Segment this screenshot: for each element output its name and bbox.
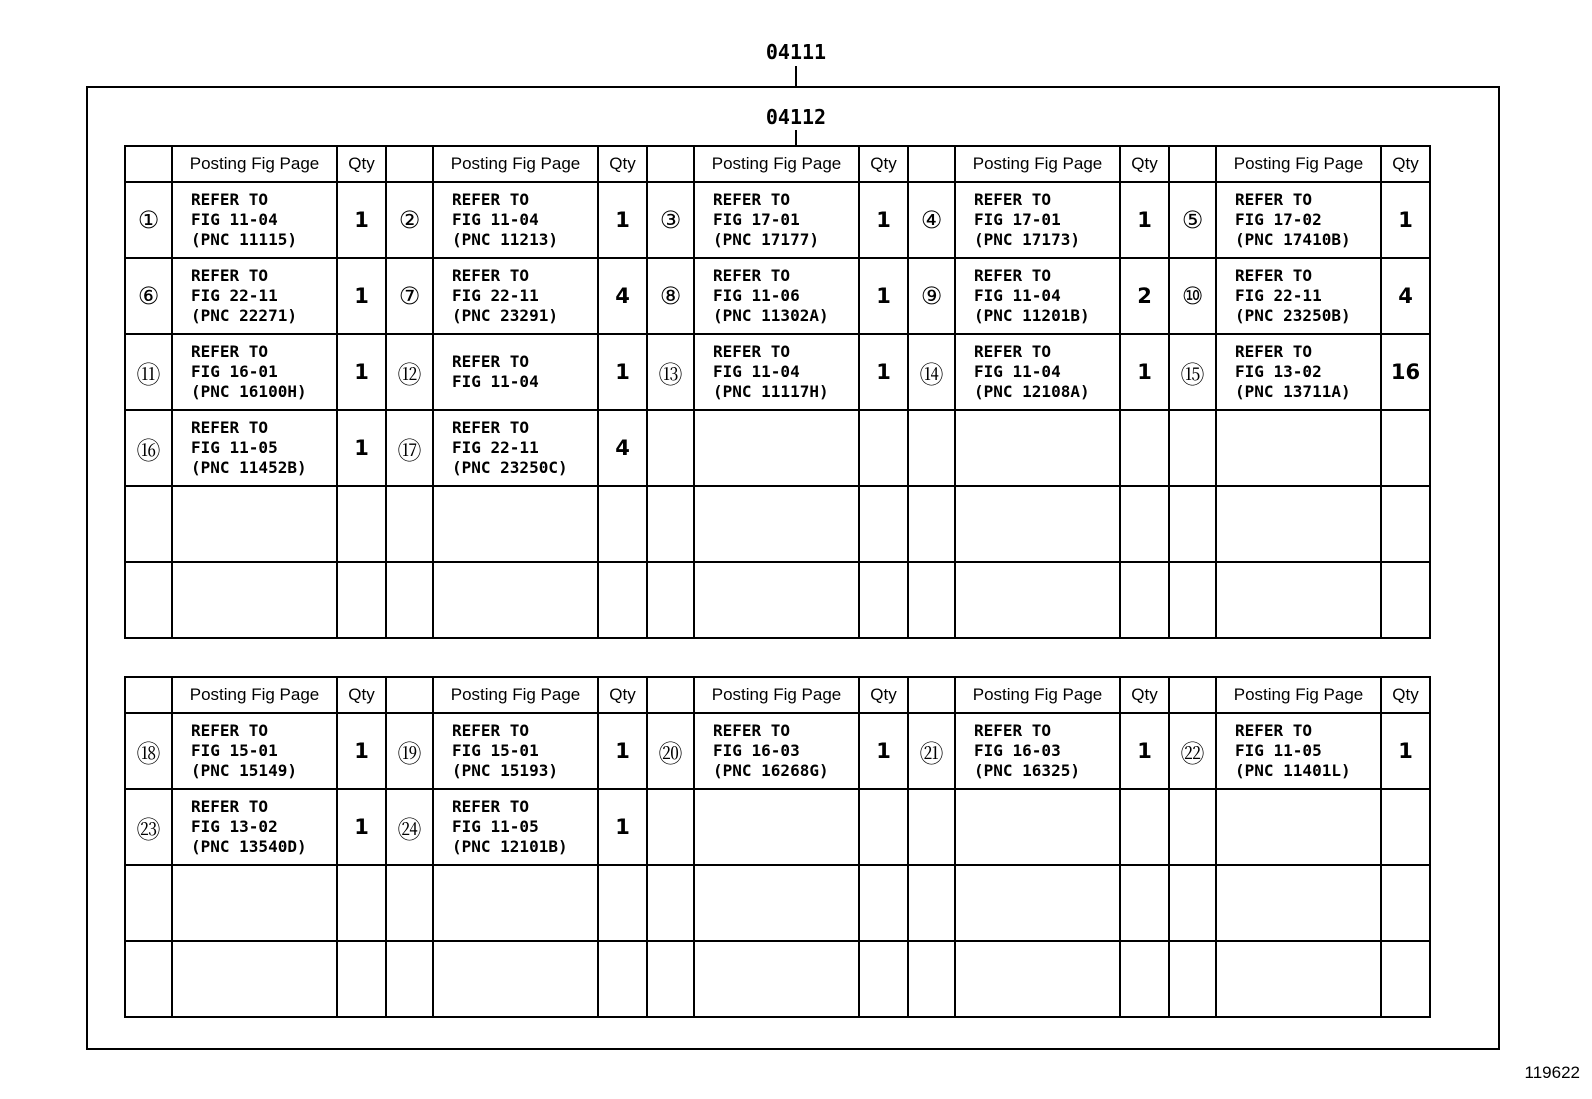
header-qty: Qty xyxy=(859,677,908,713)
quantity: 1 xyxy=(598,182,647,258)
reference-text: REFER TO FIG 11-05 (PNC 11452B) xyxy=(172,410,337,486)
reference-table-lower xyxy=(124,676,1431,1018)
reference-text xyxy=(694,941,859,1017)
quantity xyxy=(859,789,908,865)
reference-text: REFER TO FIG 11-04 (PNC 11213) xyxy=(433,182,598,258)
quantity: 4 xyxy=(598,410,647,486)
reference-text xyxy=(955,410,1120,486)
header-posting-fig-page: Posting Fig Page xyxy=(955,677,1120,713)
reference-text: REFER TO FIG 11-05 (PNC 12101B) xyxy=(433,789,598,865)
item-number xyxy=(1169,410,1216,486)
quantity xyxy=(1120,941,1169,1017)
item-number xyxy=(125,865,172,941)
quantity xyxy=(859,410,908,486)
item-number: ⑯ xyxy=(125,410,172,486)
item-number: ⑲ xyxy=(386,713,433,789)
quantity xyxy=(1120,486,1169,562)
item-number xyxy=(386,941,433,1017)
header-posting-fig-page: Posting Fig Page xyxy=(172,146,337,182)
reference-text: REFER TO FIG 16-03 (PNC 16268G) xyxy=(694,713,859,789)
reference-text: REFER TO FIG 17-01 (PNC 17173) xyxy=(955,182,1120,258)
table-row xyxy=(125,410,1430,486)
reference-text xyxy=(955,562,1120,638)
item-number: ㉓ xyxy=(125,789,172,865)
table-row xyxy=(125,182,1430,258)
table-row xyxy=(125,789,1430,865)
quantity: 1 xyxy=(337,258,386,334)
header-row xyxy=(125,146,1430,182)
item-number xyxy=(125,486,172,562)
item-number xyxy=(647,410,694,486)
item-number: ㉔ xyxy=(386,789,433,865)
reference-text xyxy=(955,941,1120,1017)
reference-text: REFER TO FIG 13-02 (PNC 13540D) xyxy=(172,789,337,865)
table-row xyxy=(125,865,1430,941)
reference-text: REFER TO FIG 11-04 (PNC 11117H) xyxy=(694,334,859,410)
reference-text xyxy=(955,789,1120,865)
quantity xyxy=(598,486,647,562)
header-qty: Qty xyxy=(1120,677,1169,713)
reference-text: REFER TO FIG 22-11 (PNC 23291) xyxy=(433,258,598,334)
quantity xyxy=(1381,410,1430,486)
item-number: ④ xyxy=(908,182,955,258)
quantity xyxy=(1381,486,1430,562)
reference-text: REFER TO FIG 22-11 (PNC 22271) xyxy=(172,258,337,334)
item-number xyxy=(1169,486,1216,562)
reference-text xyxy=(433,941,598,1017)
quantity xyxy=(1120,410,1169,486)
quantity: 1 xyxy=(337,182,386,258)
item-number: ⑱ xyxy=(125,713,172,789)
quantity: 2 xyxy=(1120,258,1169,334)
reference-text xyxy=(955,865,1120,941)
header-qty: Qty xyxy=(598,677,647,713)
header-posting-fig-page: Posting Fig Page xyxy=(955,146,1120,182)
quantity xyxy=(337,486,386,562)
item-number: ③ xyxy=(647,182,694,258)
reference-text xyxy=(433,562,598,638)
quantity: 1 xyxy=(859,182,908,258)
reference-text: REFER TO FIG 16-01 (PNC 16100H) xyxy=(172,334,337,410)
reference-text: REFER TO FIG 15-01 (PNC 15149) xyxy=(172,713,337,789)
item-number xyxy=(647,789,694,865)
quantity: 1 xyxy=(337,334,386,410)
quantity: 1 xyxy=(337,713,386,789)
quantity: 1 xyxy=(859,713,908,789)
quantity xyxy=(1120,562,1169,638)
item-number xyxy=(647,865,694,941)
quantity: 4 xyxy=(1381,258,1430,334)
reference-text xyxy=(955,486,1120,562)
quantity: 1 xyxy=(1120,334,1169,410)
item-number: ⑥ xyxy=(125,258,172,334)
inner-label-leader xyxy=(795,130,797,145)
reference-text xyxy=(1216,562,1381,638)
item-number: ⑭ xyxy=(908,334,955,410)
header-qty: Qty xyxy=(337,677,386,713)
quantity: 1 xyxy=(1381,182,1430,258)
inner-group-label: 04112 xyxy=(765,105,827,129)
quantity xyxy=(1381,562,1430,638)
quantity xyxy=(1381,865,1430,941)
item-number xyxy=(386,486,433,562)
header-posting-fig-page: Posting Fig Page xyxy=(694,146,859,182)
reference-text: REFER TO FIG 11-04 (PNC 11115) xyxy=(172,182,337,258)
header-num-cell xyxy=(908,146,955,182)
reference-text xyxy=(1216,410,1381,486)
quantity xyxy=(337,865,386,941)
item-number xyxy=(1169,865,1216,941)
outer-group-label: 04111 xyxy=(765,40,827,64)
reference-text xyxy=(172,865,337,941)
reference-table-upper xyxy=(124,145,1431,639)
reference-text xyxy=(694,789,859,865)
quantity xyxy=(598,562,647,638)
quantity xyxy=(1120,789,1169,865)
reference-text xyxy=(1216,486,1381,562)
item-number xyxy=(908,486,955,562)
reference-text: REFER TO FIG 15-01 (PNC 15193) xyxy=(433,713,598,789)
quantity: 1 xyxy=(337,410,386,486)
reference-text: REFER TO FIG 13-02 (PNC 13711A) xyxy=(1216,334,1381,410)
item-number: ② xyxy=(386,182,433,258)
header-num-cell xyxy=(908,677,955,713)
item-number: ① xyxy=(125,182,172,258)
table-row xyxy=(125,941,1430,1017)
header-qty: Qty xyxy=(1381,146,1430,182)
item-number xyxy=(1169,789,1216,865)
reference-text: REFER TO FIG 11-06 (PNC 11302A) xyxy=(694,258,859,334)
header-num-cell xyxy=(125,677,172,713)
item-number xyxy=(908,789,955,865)
header-posting-fig-page: Posting Fig Page xyxy=(1216,146,1381,182)
header-posting-fig-page: Posting Fig Page xyxy=(1216,677,1381,713)
item-number xyxy=(647,941,694,1017)
header-qty: Qty xyxy=(859,146,908,182)
item-number: ⑨ xyxy=(908,258,955,334)
quantity xyxy=(598,865,647,941)
quantity: 4 xyxy=(598,258,647,334)
header-num-cell xyxy=(125,146,172,182)
table-row xyxy=(125,258,1430,334)
item-number: ⑩ xyxy=(1169,258,1216,334)
reference-text xyxy=(433,865,598,941)
header-num-cell xyxy=(1169,146,1216,182)
table-row xyxy=(125,334,1430,410)
reference-text: REFER TO FIG 22-11 (PNC 23250C) xyxy=(433,410,598,486)
table-row xyxy=(125,562,1430,638)
item-number xyxy=(647,562,694,638)
reference-text: REFER TO FIG 11-04 xyxy=(433,334,598,410)
item-number xyxy=(125,941,172,1017)
quantity: 1 xyxy=(1120,713,1169,789)
quantity xyxy=(859,562,908,638)
quantity xyxy=(859,941,908,1017)
quantity: 1 xyxy=(1120,182,1169,258)
item-number xyxy=(125,562,172,638)
item-number: ⑪ xyxy=(125,334,172,410)
item-number: ⑮ xyxy=(1169,334,1216,410)
quantity: 16 xyxy=(1381,334,1430,410)
quantity xyxy=(859,865,908,941)
header-posting-fig-page: Posting Fig Page xyxy=(433,146,598,182)
quantity: 1 xyxy=(337,789,386,865)
reference-text: REFER TO FIG 11-05 (PNC 11401L) xyxy=(1216,713,1381,789)
reference-text: REFER TO FIG 17-02 (PNC 17410B) xyxy=(1216,182,1381,258)
item-number xyxy=(908,562,955,638)
item-number: ⑬ xyxy=(647,334,694,410)
reference-text xyxy=(1216,941,1381,1017)
header-num-cell xyxy=(386,146,433,182)
quantity xyxy=(1381,789,1430,865)
header-posting-fig-page: Posting Fig Page xyxy=(694,677,859,713)
header-posting-fig-page: Posting Fig Page xyxy=(433,677,598,713)
item-number: ⑦ xyxy=(386,258,433,334)
quantity: 1 xyxy=(1381,713,1430,789)
reference-text xyxy=(694,865,859,941)
reference-text xyxy=(172,941,337,1017)
reference-text: REFER TO FIG 22-11 (PNC 23250B) xyxy=(1216,258,1381,334)
quantity xyxy=(337,562,386,638)
header-qty: Qty xyxy=(1120,146,1169,182)
reference-text xyxy=(1216,865,1381,941)
quantity: 1 xyxy=(598,789,647,865)
reference-text: REFER TO FIG 16-03 (PNC 16325) xyxy=(955,713,1120,789)
header-posting-fig-page: Posting Fig Page xyxy=(172,677,337,713)
quantity xyxy=(598,941,647,1017)
item-number xyxy=(386,865,433,941)
item-number: ㉑ xyxy=(908,713,955,789)
table-row xyxy=(125,486,1430,562)
item-number: ⑤ xyxy=(1169,182,1216,258)
quantity xyxy=(859,486,908,562)
reference-text: REFER TO FIG 11-04 (PNC 12108A) xyxy=(955,334,1120,410)
item-number xyxy=(647,486,694,562)
quantity xyxy=(337,941,386,1017)
figure-id: 119622 xyxy=(1524,1063,1580,1082)
item-number xyxy=(908,941,955,1017)
item-number: ⑧ xyxy=(647,258,694,334)
item-number: ㉒ xyxy=(1169,713,1216,789)
item-number xyxy=(1169,941,1216,1017)
quantity: 1 xyxy=(598,334,647,410)
header-qty: Qty xyxy=(1381,677,1430,713)
reference-text: REFER TO FIG 11-04 (PNC 11201B) xyxy=(955,258,1120,334)
header-num-cell xyxy=(647,677,694,713)
outer-label-leader xyxy=(795,66,797,86)
item-number xyxy=(908,865,955,941)
header-num-cell xyxy=(1169,677,1216,713)
item-number xyxy=(908,410,955,486)
quantity: 1 xyxy=(598,713,647,789)
header-row xyxy=(125,677,1430,713)
table-row xyxy=(125,713,1430,789)
header-qty: Qty xyxy=(337,146,386,182)
reference-text xyxy=(1216,789,1381,865)
reference-text: REFER TO FIG 17-01 (PNC 17177) xyxy=(694,182,859,258)
quantity xyxy=(1381,941,1430,1017)
header-num-cell xyxy=(647,146,694,182)
item-number: ⑳ xyxy=(647,713,694,789)
reference-text xyxy=(694,562,859,638)
reference-text xyxy=(694,410,859,486)
header-num-cell xyxy=(386,677,433,713)
reference-text xyxy=(694,486,859,562)
quantity xyxy=(1120,865,1169,941)
reference-text xyxy=(172,562,337,638)
reference-text xyxy=(172,486,337,562)
item-number: ⑫ xyxy=(386,334,433,410)
header-qty: Qty xyxy=(598,146,647,182)
quantity: 1 xyxy=(859,258,908,334)
item-number: ⑰ xyxy=(386,410,433,486)
quantity: 1 xyxy=(859,334,908,410)
reference-text xyxy=(433,486,598,562)
item-number xyxy=(386,562,433,638)
item-number xyxy=(1169,562,1216,638)
